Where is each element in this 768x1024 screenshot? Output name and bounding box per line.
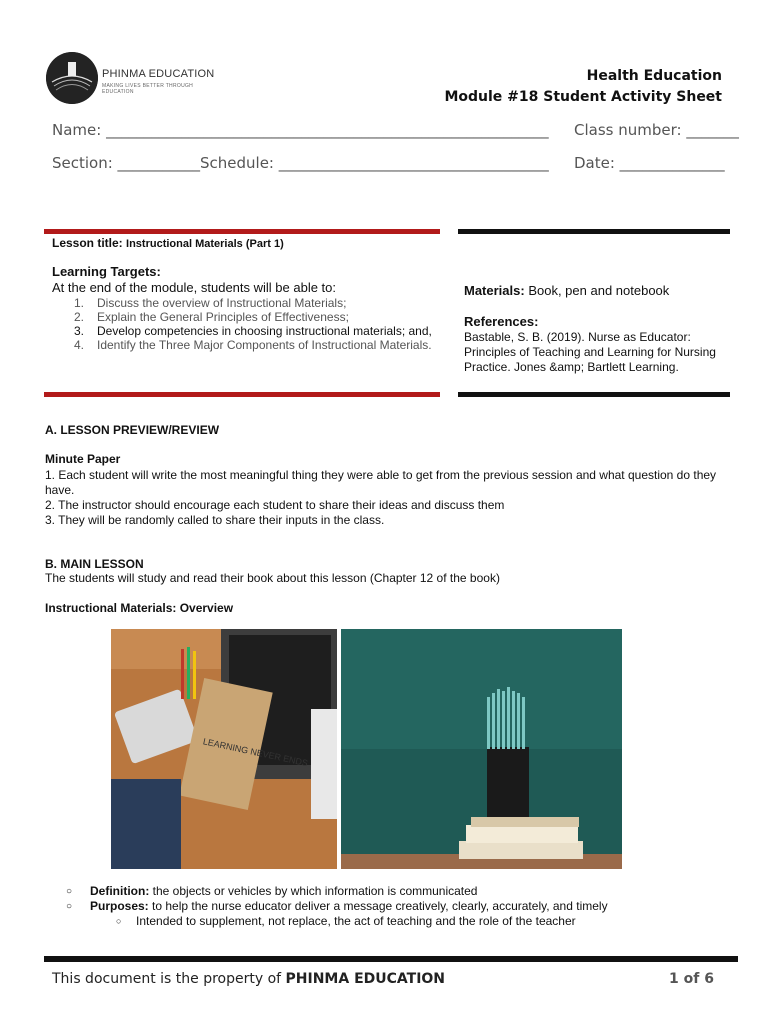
list-item: 1. Each student will write the most meaningful thing they were able to get from the previous session and what question do they have.: [45, 468, 717, 497]
footer-divider: [44, 956, 738, 962]
lesson-title-label: Lesson title:: [52, 236, 123, 250]
definition-bullet: [66, 884, 478, 899]
materials-label: Materials:: [464, 283, 525, 298]
reference-text: Bastable, S. B. (2019). Nurse as Educator: Principles of Teaching and Learning for Nursing Practice. Jones &amp; Bartlett Learning.: [464, 330, 716, 374]
section-b-heading: B. MAIN LESSON: [45, 557, 144, 571]
section-a-heading: A. LESSON PREVIEW/REVIEW: [45, 423, 220, 437]
footer-text: [52, 971, 445, 987]
notepad-text: LEARNING NEVER ENDS: [202, 736, 309, 769]
name-field: Name: ___________________________________________________________: [52, 121, 549, 139]
purposes-sub-bullet: [116, 914, 576, 929]
page-number: 1 of 6: [669, 971, 714, 987]
section-field: Section: ___________: [52, 154, 201, 172]
footer-prefix: This document is the property of: [52, 971, 286, 987]
logo-tagline: MAKING LIVES BETTER THROUGH EDUCATION: [102, 83, 194, 95]
list-item: 2. Explain the General Principles of Effectiveness;: [74, 310, 349, 324]
section-b-intro: The students will study and read their book about this lesson (Chapter 12 of the book): [45, 571, 500, 585]
list-item: 4. Identify the Three Major Components of Instructional Materials.: [74, 338, 432, 352]
overview-heading: Instructional Materials: Overview: [45, 601, 234, 615]
footer-owner: PHINMA EDUCATION: [285, 971, 446, 987]
purposes-bullet: [66, 899, 608, 914]
lesson-title-line: [52, 236, 436, 250]
module-title: Module #18 Student Activity Sheet: [444, 89, 722, 105]
learning-targets-list: [52, 296, 436, 352]
bullet-circle-icon: ○: [66, 886, 73, 897]
bullet-circle-icon: ○: [66, 901, 73, 912]
list-item: 3. They will be randomly called to share their inputs in the class.: [45, 513, 385, 527]
pencils-photo: [341, 629, 622, 869]
minute-paper-list: [45, 468, 730, 528]
list-item: 2. The instructor should encourage each student to share their ideas and discuss them: [45, 498, 505, 512]
date-field: Date: ______________: [574, 154, 725, 172]
purposes-text: to help the nurse educator deliver a message creatively, clearly, accurately, and timely: [148, 899, 608, 913]
references-heading: References:: [464, 314, 539, 329]
list-item: 3. Develop competencies in choosing instructional materials; and,: [74, 324, 432, 338]
logo-emblem-icon: [46, 52, 98, 104]
materials-line: [464, 283, 728, 298]
phinma-logo: [46, 52, 216, 110]
learning-targets-heading: Learning Targets:: [52, 264, 161, 279]
lesson-box: [52, 236, 436, 352]
minute-paper-heading: Minute Paper: [45, 452, 121, 466]
purposes-label: Purposes:: [90, 899, 149, 913]
sub-bullet-text: Intended to supplement, not replace, the act of teaching and the role of the teacher: [136, 914, 576, 928]
document-header: [444, 66, 722, 108]
bullet-square-icon: ○: [116, 916, 122, 926]
materials-box-bottom-bar: [458, 392, 730, 397]
notepad-photo: [111, 629, 337, 869]
definition-text: the objects or vehicles by which information is communicated: [149, 884, 478, 898]
class-number-field: Class number: _______: [574, 121, 739, 139]
lesson-box-bottom-bar: [44, 392, 440, 397]
learning-targets-intro: At the end of the module, students will be able to:: [52, 280, 337, 295]
lesson-box-top-bar: [44, 229, 440, 234]
subject-title: Health Education: [586, 68, 722, 84]
materials-box-top-bar: [458, 229, 730, 234]
list-item: 1. Discuss the overview of Instructional Materials;: [74, 296, 347, 310]
materials-value: Book, pen and notebook: [528, 283, 670, 298]
lesson-title-value: Instructional Materials (Part 1): [126, 238, 284, 250]
schedule-field: Schedule: ____________________________________: [200, 154, 549, 172]
logo-name: PHINMA EDUCATION: [102, 68, 215, 80]
definition-label: Definition:: [90, 884, 150, 898]
materials-box: [464, 283, 728, 375]
